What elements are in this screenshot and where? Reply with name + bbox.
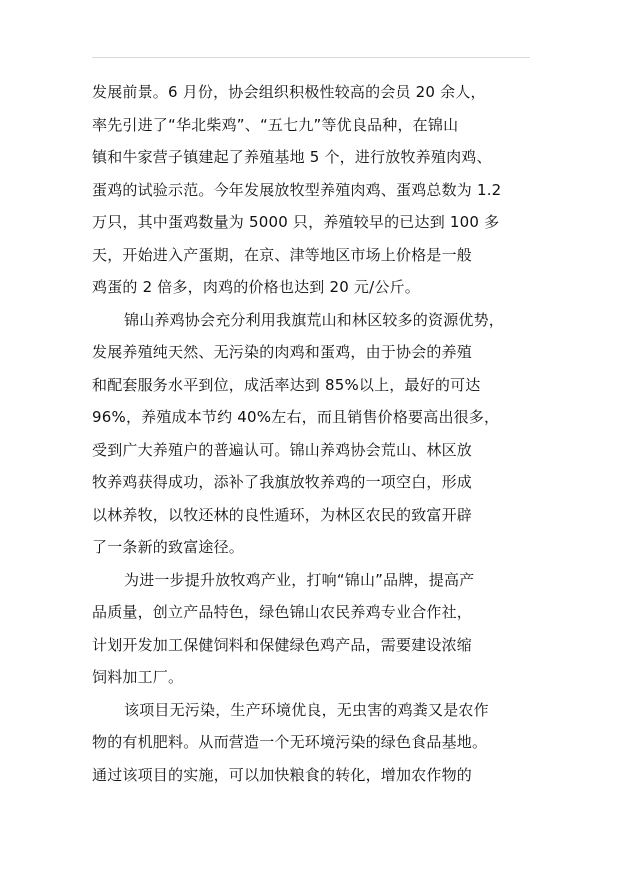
text-line: 以林养牧，以牧还林的良性遁环，为林区农民的致富开辟: [92, 505, 473, 524]
text-line: 蛋鸡的试验示范。今年发展放牧型养殖肉鸡、蛋鸡总数为 1.2: [92, 180, 502, 199]
text-line: 万只，其中蛋鸡数量为 5000 只，养殖较早的已达到 100 多: [92, 213, 500, 231]
text-line: 发展养殖纯天然、无污染的肉鸡和蛋鸡，由于协会的养殖: [92, 343, 473, 361]
text-line: 了一条新的致富途径。: [92, 538, 245, 556]
paragraph-start-line: 该项目无污染，生产环境优良，无虫害的鸡粪又是农作: [124, 700, 489, 719]
text-line: 物的有机肥料。从而营造一个无环境污染的绿色食品基地。: [92, 733, 488, 751]
text-line: 鸡蛋的 2 倍多，肉鸡的价格也达到 20 元/公斤。: [92, 278, 420, 296]
text-line: 牧养鸡获得成功，添补了我旗放牧养鸡的一项空白，形成: [92, 473, 473, 491]
text-line: 受到广大养殖户的普遍认可。锦山养鸡协会荒山、林区放: [92, 440, 473, 459]
document-body: [92, 80, 532, 795]
text-line: 发展前景。6 月份，协会组织积极性较高的会员 20 余人，: [92, 83, 486, 101]
text-line: 率先引进了“华北柴鸡”、“五七九”等优良品种，在锦山: [92, 115, 459, 134]
text-line: 和配套服务水平到位，成活率达到 85%以上，最好的可达: [92, 375, 481, 394]
text-line: 镇和牛家营子镇建起了养殖基地 5 个，进行放牧养殖肉鸡、: [92, 148, 492, 166]
header-rule: [92, 57, 530, 58]
paragraph-start-line: 为进一步提升放牧鸡产业，打响“锦山”品牌，提高产: [124, 570, 475, 589]
text-line: 96%，养殖成本节约 40%左右，而且销售价格要高出很多，: [92, 408, 500, 426]
text-line: 饲料加工厂。: [92, 668, 184, 686]
paragraph-start-line: 锦山养鸡协会充分利用我旗荒山和林区较多的资源优势，: [124, 310, 505, 329]
text-line: 通过该项目的实施，可以加快粮食的转化，增加农作物的: [92, 765, 473, 784]
text-line: 品质量，创立产品特色，绿色锦山农民养鸡专业合作社，: [92, 603, 473, 621]
text-line: 计划开发加工保健饲料和保健绿色鸡产品，需要建设浓缩: [92, 635, 473, 654]
text-line: 天，开始进入产蛋期，在京、津等地区市场上价格是一般: [92, 245, 473, 264]
